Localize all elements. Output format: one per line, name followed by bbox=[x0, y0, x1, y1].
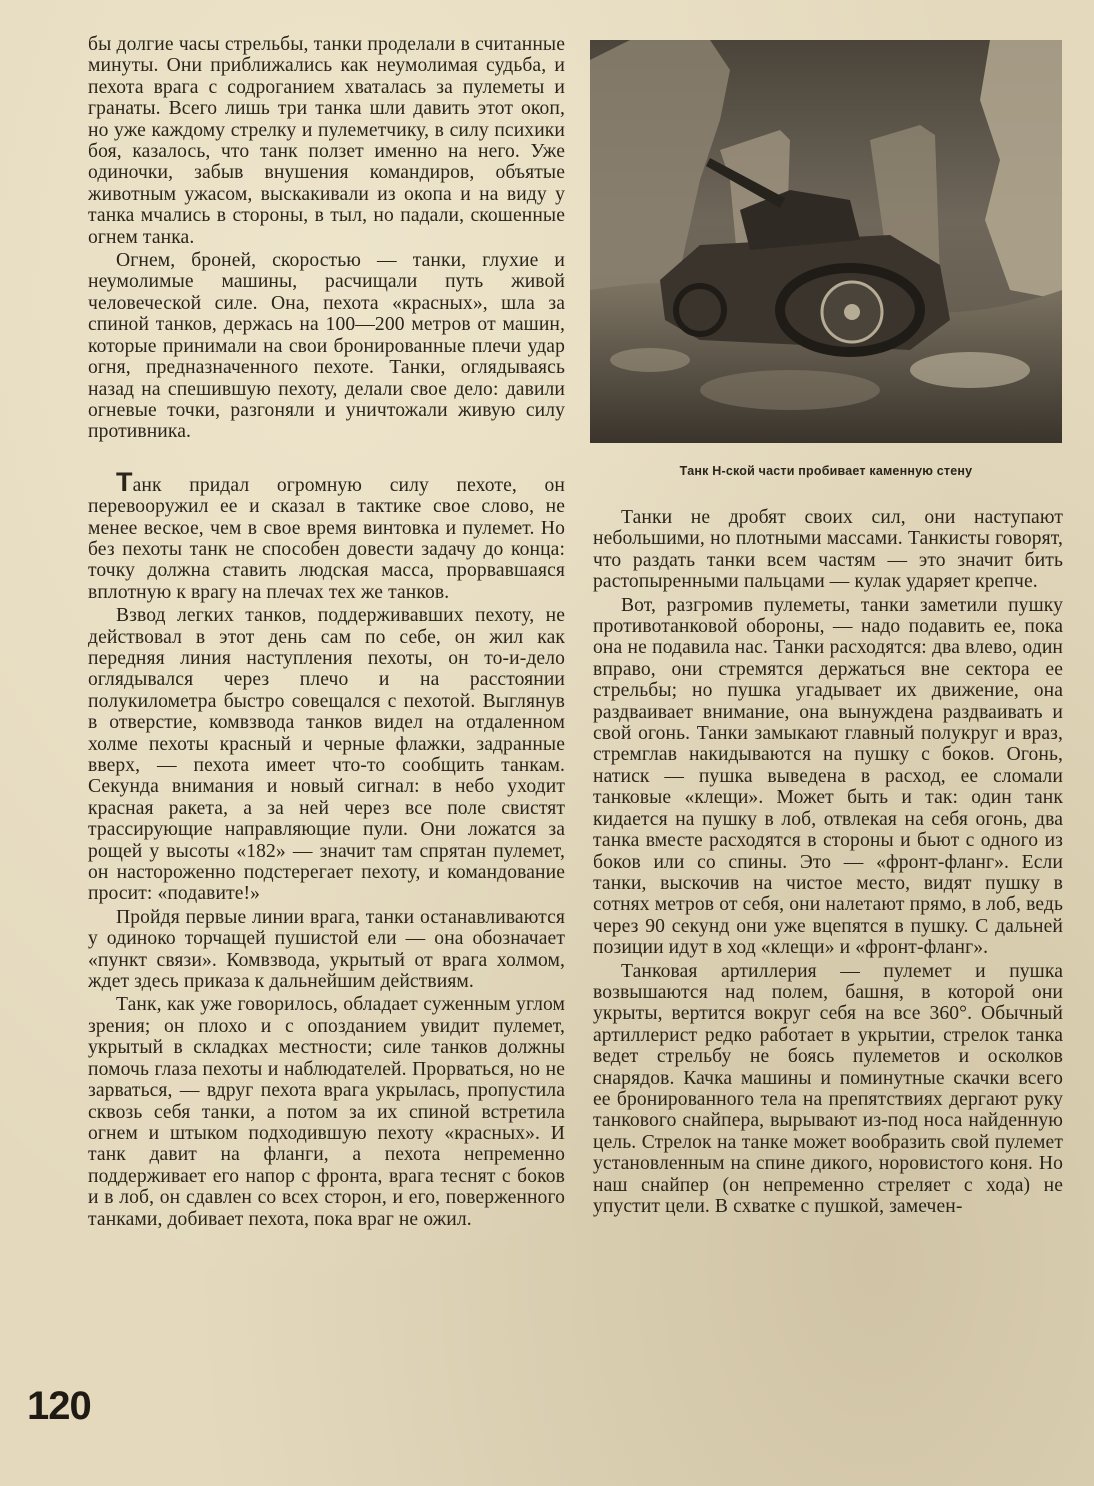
right-column bbox=[593, 507, 1063, 1217]
initial-letter: Т bbox=[116, 466, 133, 497]
paragraph: Вот, разгромив пулеметы, танки заметили пушку противотанковой обороны, — надо подавить ее, пока она не подавила нас. Танки расходятся: два влево, один вправо, они стремятся держаться вне сектора ее стрельбы; но пушка угадывает их движение, она раздваивает внимание, она вынуждена раздваивать и свой огонь. Танки замыкают главный полукруг и враз, стремглав накидываются на пушку с боков. Огонь, натиск — пушка выведена в расход, ее сломали танковые «клещи». Может быть и так: один танк кидается на пушку в лоб, отвлекая на себя огонь, два танка вместе расходятся в стороны и бьют с одного из боков или со спины. Это — «фронт-фланг». Если танки, выскочив на чистое место, видят пушку в сотнях метров от себя, они налетают прямо, в лоб, ведь через 90 секунд они уже вцепятся в пушку. С дальней позиции идут в ход «клещи» и «фронт-фланг». bbox=[593, 594, 1063, 959]
paragraph: бы долгие часы стрельбы, танки проделали в считанные минуты. Они приближались как неумолимая судьба, и пехота врага с содроганием хваталась за пулеметы и гранаты. Всего лишь три танка шли давить этот окоп, но уже каждому стрелку и пулеметчику, в силу психики боя, казалось, что танк ползет именно на него. Уже одиночки, забыв внушения командиров, объятые животным ужасом, выскакивали из окопа и на виду у танка мчались в стороны, в тыл, но падали, скошенные огнем танка. bbox=[88, 34, 565, 248]
paragraph: Танк, как уже говорилось, обладает суженным углом зрения; он плохо и с опозданием увидит пулемет, укрытый в складках местности; силе танков должны помочь глаза пехоты и наблюдателей. Прорваться, но не зарваться, — вдруг пехота врага укрылась, пропустила сквозь себя танки, а потом за их спиной встретила огнем и штыком подходившую пехоту «красных». И танк давит на фланги, а пехота непременно поддерживает его напор с фронта, врага теснят с боков и в лоб, он сдавлен со всех сторон, и его, поверженного танками, добивает пехота, пока враг не ожил. bbox=[88, 994, 565, 1230]
left-column bbox=[88, 34, 565, 1230]
paragraph: Пройдя первые линии врага, танки останавливаются у одиноко торчащей пушистой ели — она обозначает «пункт связи». Комвзвода, укрытый от врага холмом, ждет здесь приказа к дальнейшим действиям. bbox=[88, 906, 565, 993]
paragraph: Огнем, броней, скоростью — танки, глухие и неумолимые машины, расчищали путь живой человеческой силе. Она, пехота «красных», шла за спиной танков, держась на 100—200 метров от машин, которые принимали на свои бронированные плечи удар огня, предназначенного пехоте. Танки, оглядываясь назад на спешившую пехоту, делали свое дело: давили огневые точки, разгоняли и уничтожали живую силу противника. bbox=[88, 250, 565, 443]
photo-caption: Танк Н-ской части пробивает каменную стену bbox=[679, 464, 973, 478]
page-number: 120 bbox=[27, 1384, 91, 1428]
paragraph: Танки не дробят своих сил, они наступают небольшими, но плотными массами. Танкисты говорят, что раздать танки всем частям — это значит бить растопыренными пальцами — кулак ударяет крепче. bbox=[593, 507, 1063, 593]
paragraph: Взвод легких танков, поддерживавших пехоту, не действовал в этот день сам по себе, он жил как передняя линия наступления пехоты, он то-и-дело оглядывался через плечо и на расстоянии полукилометра быстро совещался с пехотой. Выглянув в отверстие, комвзвода танков видел на отдаленном холме пехоты красный и черные флажки, задранные вверх, — пехота имеет что-то сообщить танкам. Секунда внимания и новый сигнал: в небо уходит красная ракета, а за ней через все поле свистят трассирующие направляющие пули. Они ложатся за рощей у высоты «182» — значит там спрятан пулемет, он настороженно подстерегает пехоту, и командование просит: «подавите!» bbox=[88, 605, 565, 905]
tank-photo bbox=[590, 40, 1062, 443]
paragraph bbox=[88, 466, 565, 603]
paragraph: Танковая артиллерия — пулемет и пушка возвышаются над полем, башня, в которой они укрыты, вертится вокруг себя на все 360°. Обычный артиллерист редко работает в укрытии, стрелок танка ведет стрельбу не боясь пулеметов и осколков снарядов. Качка машины и поминутные скачки всего ее бронированного тела на препятствиях дергают руку танкового снайпера, вырывают из-под носа найденную цель. Стрелок на танке может вообразить свой пулемет установленным на спине дикого, норовистого коня. Но наш снайпер (он непременно стреляет с хода) не упустит цели. В схватке с пушкой, замечен- bbox=[593, 960, 1063, 1217]
paragraph-text: анк придал огромную силу пехоте, он перевооружил ее и сказал в тактике свое слово, не менее веское, чем в свое время винтовка и пулемет. Но без пехоты танк не способен довести задачу до конца: точку должна ставить людская масса, прорвавшаяся вплотную к врагу на плечах тех же танков. bbox=[88, 474, 565, 603]
